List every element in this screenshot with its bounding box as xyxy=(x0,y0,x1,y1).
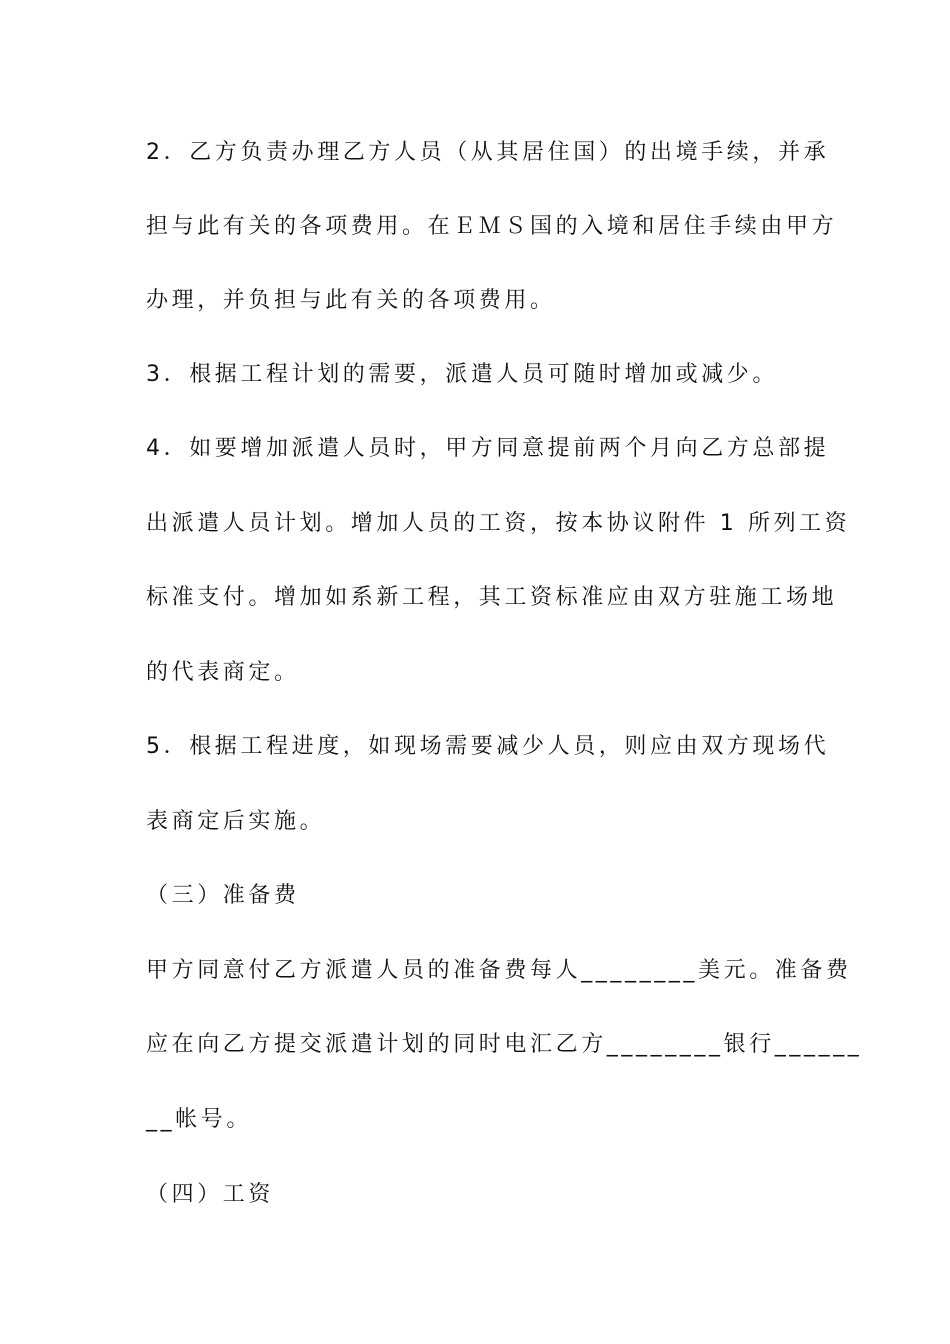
clause-3-line-1: 3．根据工程计划的需要，派遣人员可随时增加或减少。 xyxy=(146,362,778,387)
clause-5-line-1: 5．根据工程进度，如现场需要减少人员，则应由双方现场代 xyxy=(146,734,830,759)
clause-2-line-2: 担与此有关的各项费用。在ＥＭＳ国的入境和居住手续由甲方 xyxy=(146,214,838,239)
clause-5-line-2: 表商定后实施。 xyxy=(146,809,326,834)
preparation-fee-line-2: 应在向乙方提交派遣计划的同时电汇乙方________银行______ xyxy=(146,1032,863,1057)
section-heading-preparation-fee: （三）准备费 xyxy=(146,883,300,908)
preparation-fee-line-1: 甲方同意付乙方派遣人员的准备费每人________美元。准备费 xyxy=(146,958,852,983)
clause-4-line-4: 的代表商定。 xyxy=(146,660,300,685)
clause-4-line-3: 标准支付。增加如系新工程，其工资标准应由双方驻施工场地 xyxy=(146,585,838,610)
section-heading-wages: （四）工资 xyxy=(146,1182,275,1207)
clause-4-line-2: 出派遣人员计划。增加人员的工资，按本协议附件 1 所列工资 xyxy=(146,511,851,536)
clause-2-line-3: 办理，并负担与此有关的各项费用。 xyxy=(146,288,556,313)
clause-2-line-1: 2．乙方负责办理乙方人员（从其居住国）的出境手续，并承 xyxy=(146,140,830,165)
clause-4-line-1: 4．如要增加派遣人员时，甲方同意提前两个月向乙方总部提 xyxy=(146,436,830,461)
preparation-fee-line-3: __帐号。 xyxy=(146,1107,253,1132)
